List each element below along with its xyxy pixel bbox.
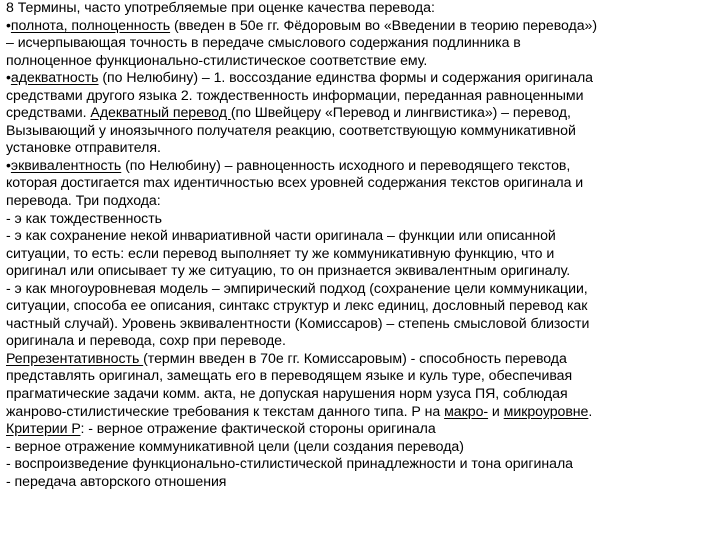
text-line xyxy=(6,123,714,141)
text-line xyxy=(6,18,714,36)
text-segment: ситуации, способа ее описания, синтакс структур и лекс единиц, дословный перевод как xyxy=(6,298,588,315)
text-segment: - э как многоуровневая модель – эмпирический подход (сохранение цели коммуникации, xyxy=(6,280,588,297)
text-line xyxy=(6,211,714,229)
text-segment: Вызывающий у иноязычного получателя реакцию, соответствующую коммуникативной xyxy=(6,122,576,139)
text-line xyxy=(6,316,714,334)
text-segment: ситуации, то есть: если перевод выполняет ту же коммуникативную функцию, что и xyxy=(6,245,555,262)
text-line xyxy=(6,158,714,176)
text-line xyxy=(6,263,714,281)
text-line xyxy=(6,474,714,492)
text-segment: - воспроизведение функционально-стилистической принадлежности и тона оригинала xyxy=(6,456,573,473)
text-segment: (по Нелюбину) – 1. воссоздание единства формы и содержания оригинала xyxy=(98,70,593,87)
slide-text xyxy=(6,0,716,491)
text-line xyxy=(6,368,714,386)
text-segment: средствами другого языка 2. тождественность информации, переданная равноценными xyxy=(6,87,584,104)
text-segment: (термин введен в 70е гг. Комиссаровым) - способность перевода xyxy=(143,350,567,367)
text-segment: (введен в 50е гг. Фёдоровым во «Введении в теорию перевода») xyxy=(170,17,598,34)
text-line xyxy=(6,193,714,211)
text-line xyxy=(6,386,714,404)
text-segment: средствами. xyxy=(6,105,91,122)
text-line xyxy=(6,88,714,106)
text-segment: • xyxy=(6,17,11,34)
text-segment: и xyxy=(488,403,504,420)
text-segment: 8 Термины, часто употребляемые при оценке качества перевода: xyxy=(6,0,435,16)
text-segment: – исчерпывающая точность в передаче смыслового содержания подлинника в xyxy=(6,35,521,52)
text-line xyxy=(6,351,714,369)
text-segment: - э как сохранение некой инвариативной части оригинала – функции или описанной xyxy=(6,228,556,245)
text-line xyxy=(6,333,714,351)
text-segment: (по Нелюбину) – равноценность исходного и переводящего текстов, xyxy=(121,157,571,174)
text-segment: жанрово-стилистические требования к текстам данного типа. Р на xyxy=(6,403,445,420)
text-line xyxy=(6,281,714,299)
text-line xyxy=(6,439,714,457)
text-line xyxy=(6,246,714,264)
text-line xyxy=(6,298,714,316)
underlined-term: полнота, полноценность xyxy=(10,17,171,34)
text-segment: - верное отражение коммуникативной цели (цели создания перевода) xyxy=(6,438,464,455)
underlined-term: микроуровне xyxy=(503,403,589,420)
underlined-term: Репрезентативность xyxy=(6,350,144,367)
text-segment: (по Швейцеру «Перевод и лингвистика») – перевод, xyxy=(230,105,571,122)
underlined-term: макро- xyxy=(444,403,489,420)
text-segment: . xyxy=(588,403,593,420)
text-segment: представлять оригинал, замещать его в переводящем языке и куль туре, обеспечивая xyxy=(6,368,573,385)
text-segment: - передача авторского отношения xyxy=(6,473,227,490)
text-segment: полноценное функционально-стилистическое соответствие ему. xyxy=(6,52,428,69)
text-line xyxy=(6,404,714,422)
underlined-term: Адекватный перевод xyxy=(90,105,231,122)
text-line xyxy=(6,456,714,474)
underlined-term: Критерии Р xyxy=(6,421,81,438)
text-segment: - э как тождественность xyxy=(6,210,162,227)
text-line xyxy=(6,105,714,123)
text-segment: прагматические задачи комм. акта, не допуская нарушения норм узуса ПЯ, соблюдая xyxy=(6,386,568,403)
text-segment: установке отправителя. xyxy=(6,140,161,157)
text-line xyxy=(6,35,714,53)
text-line xyxy=(6,53,714,71)
text-line xyxy=(6,70,714,88)
text-segment: частный случай). Уровень эквивалентности (Комиссаров) – степень смысловой близости xyxy=(6,315,590,332)
text-segment: перевода. Три подхода: xyxy=(6,193,161,210)
text-segment: оригинала и перевода, сохр при переводе. xyxy=(6,333,286,350)
text-line xyxy=(6,421,714,439)
text-line xyxy=(6,228,714,246)
text-line xyxy=(6,175,714,193)
underlined-term: эквивалентность xyxy=(10,157,122,174)
text-segment: : - верное отражение фактической стороны оригинала xyxy=(80,421,436,438)
text-line xyxy=(6,140,714,158)
text-segment: оригинал или описывает ту же ситуацию, то он признается эквивалентным оригиналу. xyxy=(6,263,571,280)
text-segment: • xyxy=(6,157,11,174)
text-segment: • xyxy=(6,70,11,87)
underlined-term: адекватность xyxy=(10,70,99,87)
text-line xyxy=(6,0,714,18)
text-segment: которая достигается max идентичностью всех уровней содержания текстов оригинала и xyxy=(6,175,584,192)
